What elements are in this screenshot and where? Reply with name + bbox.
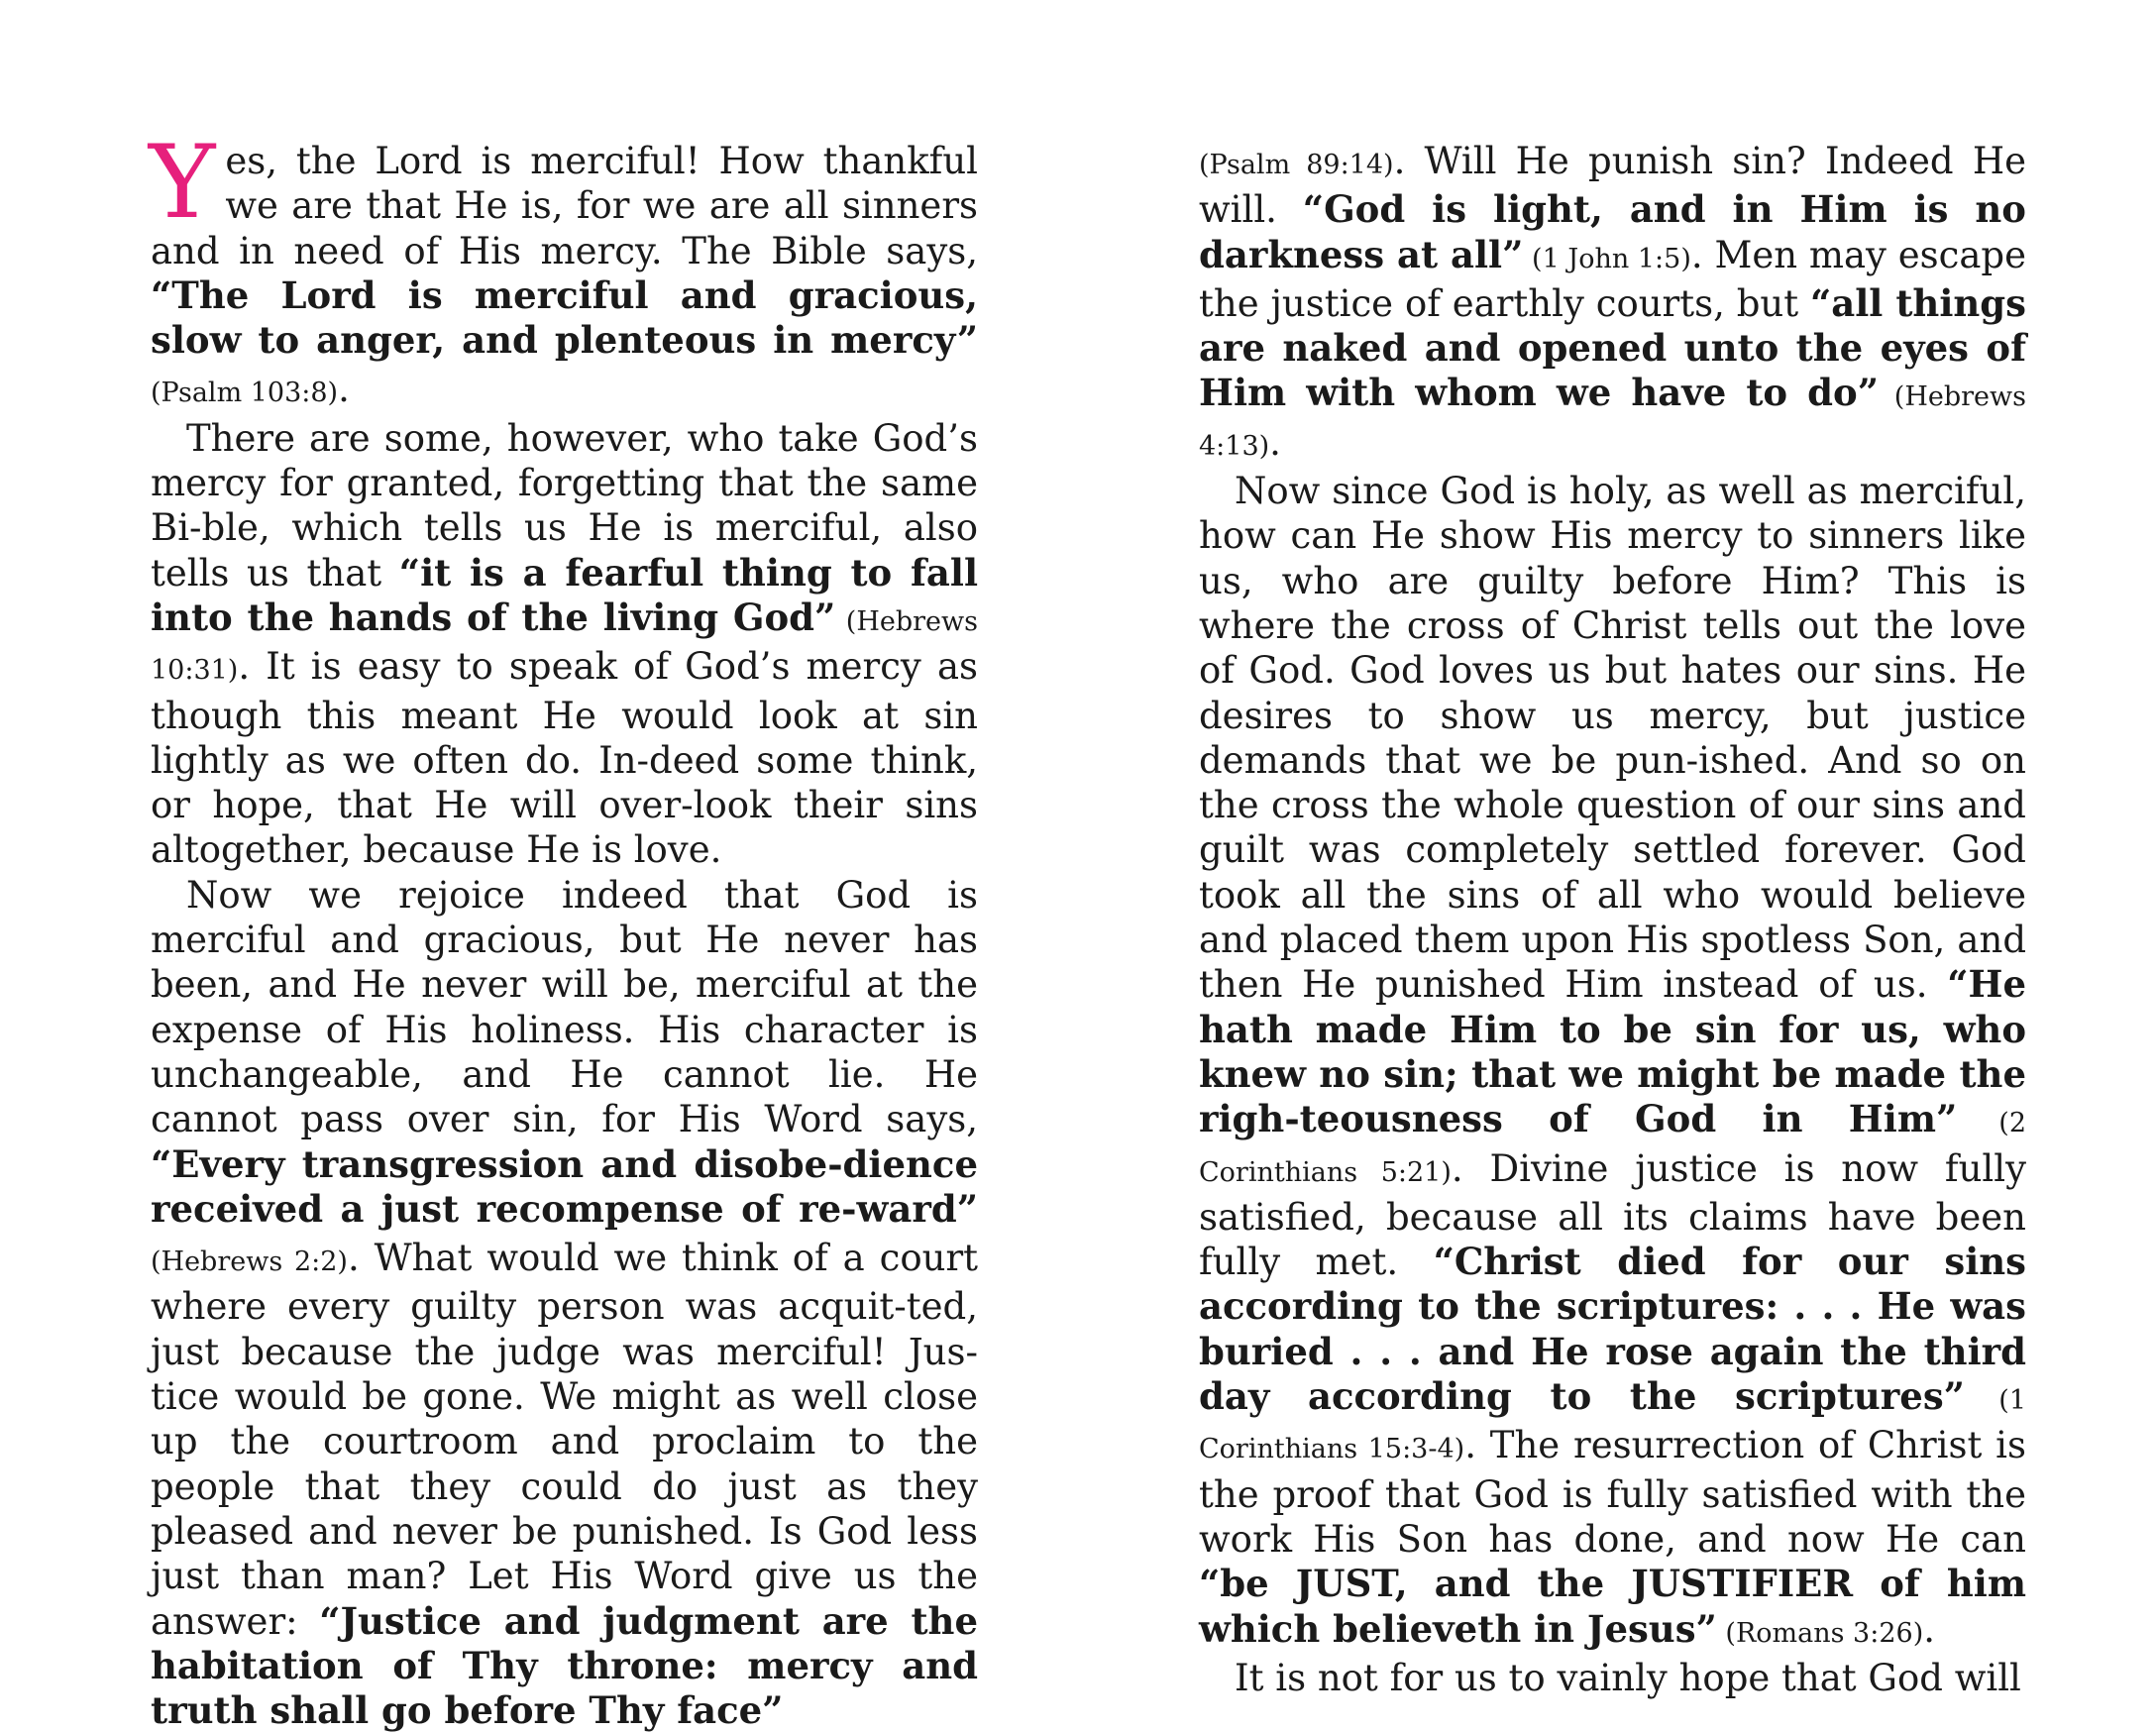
text-run: .	[338, 368, 350, 411]
scripture-reference: (Romans 3:26)	[1716, 1617, 1924, 1649]
text-run: Now we rejoice indeed that God is merciful and gracious, but He never has been, and He never will be, merciful at the expense of His holiness. His character is unchangeable, and He cannot lie. He cannot pass over sin, for His Word says,	[151, 873, 978, 1141]
scripture-reference: (Hebrews 4:13)	[1199, 381, 2027, 462]
text-run: . It is easy to speak of God’s mercy as though this meant He would look at sin lightly as we often do. In-deed some think, or hope, that He will over-look their sins altogether, because He is love.	[151, 645, 978, 872]
paragraph-1	[149, 124, 978, 416]
scripture-quote: “Christ died for our sins according to the scriptures: . . . He was buried . . . and He rose again the third day according to the scriptures”	[1199, 1240, 2027, 1419]
text-run: .	[1269, 420, 1281, 464]
scripture-reference: (2 Corinthians 5:21)	[1199, 1108, 2027, 1188]
scripture-reference: (1 Corinthians 15:3-4)	[1199, 1385, 2027, 1465]
scripture-reference: (Psalm 89:14)	[1199, 150, 1394, 180]
scripture-reference: (Psalm 103:8)	[151, 378, 339, 409]
text-run: . Will He punish sin? Indeed He will.	[1199, 140, 2026, 232]
paragraph-continued	[1199, 139, 2026, 469]
text-run: es, the Lord is merciful! How thankful we are that He is, for we are all sinners and in need of His mercy. The Bible says,	[151, 140, 978, 272]
scripture-quote: “all things are naked and opened unto the eyes of Him with whom we have to do”	[1199, 280, 2026, 415]
left-page	[149, 124, 979, 1733]
scripture-quote: “Justice and judgment are the habitation of Thy throne: mercy and truth shall go before Thy face”	[151, 1598, 978, 1733]
scripture-reference: (Hebrews 2:2)	[151, 1246, 348, 1278]
text-run: .	[1923, 1607, 1935, 1651]
text-run: . The resurrection of Christ is the proof that God is fully satisfied with the work His Son has done, and now He can	[1199, 1424, 2026, 1561]
drop-cap: Y	[149, 124, 216, 242]
paragraph-5	[1199, 1656, 2026, 1700]
scripture-reference: (1 John 1:5)	[1523, 243, 1691, 274]
scripture-reference: (Hebrews 10:31)	[151, 605, 978, 687]
paragraph-3	[151, 873, 978, 1733]
right-page	[1199, 139, 2026, 1700]
scripture-quote: “He hath made Him to be sin for us, who knew no sin; that we might be made the righ-teousness of God in Him”	[1199, 962, 2026, 1141]
text-run: Now since God is holy, as well as merciful, how can He show His mercy to sinners like us, who are guilty before Him? This is where the cross of Christ tells out the love of God. God loves us but hates our sins. He desires to show us mercy, but justice demands that we be pun-ished. And so on the cross the whole question of our sins and guilt was completely settled forever. God took all the sins of all who would believe and placed them upon His spotless Son, and then He punished Him instead of us.	[1199, 470, 2026, 1007]
text-run: . What would we think of a court where every guilty person was acquit-ted, just because the judge was merciful! Jus-tice would be gone. We might as well close up the courtroom and proclaim to the people that they could do just as they pleased and never be punished. Is God less just than man? Let His Word give us the answer:	[151, 1237, 979, 1643]
scripture-quote: “Every transgression and disobe-dience received a just recompense of re-ward”	[151, 1141, 978, 1231]
text-run: There are some, however, who take God’s mercy for granted, forgetting that the same Bi-ble, which tells us He is merciful, also tells us that	[151, 416, 978, 595]
paragraph-2	[151, 416, 978, 873]
text-run: . Men may escape the justice of earthly courts, but	[1199, 233, 2026, 325]
text-run: It is not for us to vainly hope that God will	[1235, 1656, 2021, 1699]
scripture-quote: “it is a fearful thing to fall into the hands of the living God”	[151, 550, 978, 639]
paragraph-4	[1199, 469, 2026, 1656]
scripture-quote: “The Lord is merciful and gracious, slow to anger, and plenteous in mercy”	[151, 272, 978, 363]
scripture-quote: “be JUST, and the JUSTIFIER of him which believeth in Jesus”	[1199, 1562, 2026, 1651]
text-run: . Divine justice is now fully satisfied, because all its claims have been fully met.	[1199, 1146, 2026, 1284]
scripture-quote: “God is light, and in Him is no darkness at all”	[1199, 187, 2026, 276]
